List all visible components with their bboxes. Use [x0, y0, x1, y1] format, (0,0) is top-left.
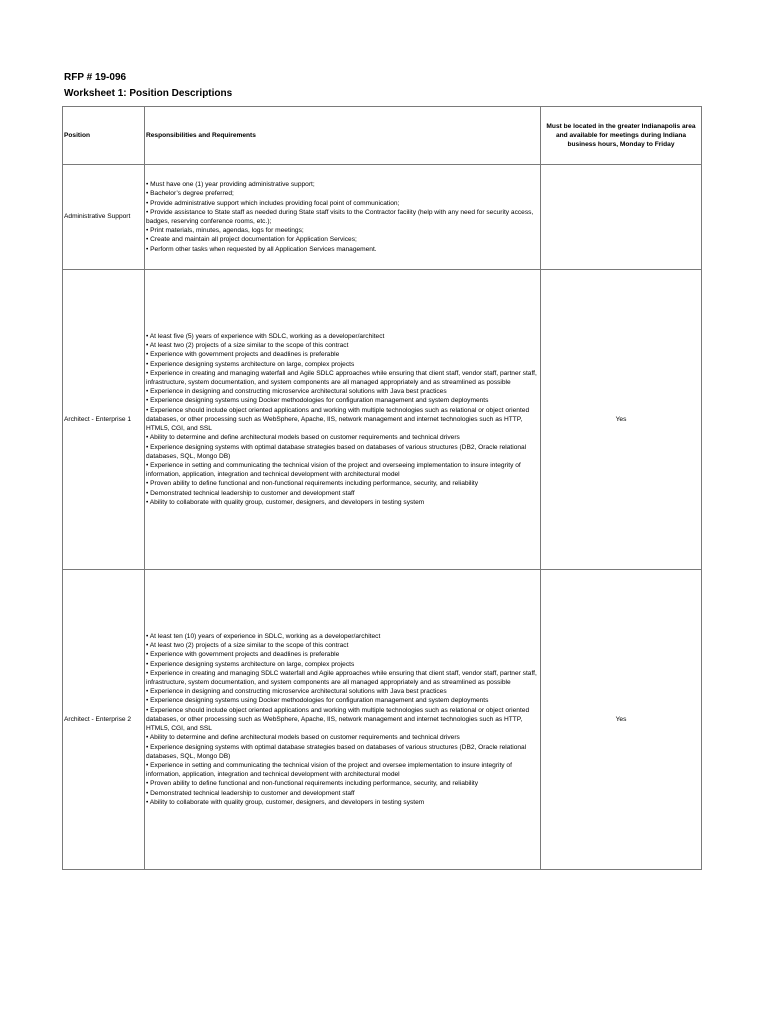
position-descriptions-table: [62, 106, 702, 870]
location-cell: Yes: [541, 570, 702, 870]
list-item: • Bachelor’s degree preferred;: [146, 190, 234, 198]
list-item: • Experience in creating and managing SDLC waterfall and Agile approaches while ensuring that client staff, vendor staff, partner staff, infrastructure, system documentation, and system components are all managed appropriately and as streamlined as possible: [146, 669, 537, 687]
list-item: • Experience in setting and communicating the technical vision of the project and oversee implementation to insure integrity of information, application, integration and technical development with architectural model: [146, 761, 512, 779]
list-item: • Ability to collaborate with quality group, customer, designers, and developers in testing system: [146, 498, 425, 506]
position-name: Architect - Enterprise 1: [63, 270, 145, 570]
list-item: • Provide assistance to State staff as needed during State staff visits to the Contractor facility (help with any need for security access, badges, reserving conference rooms, etc.);: [146, 208, 534, 225]
list-item: • Provide administrative support which includes providing focal point of communication;: [146, 199, 400, 207]
list-item: • Experience should include object oriented applications and working with multiple technologies such as relational or object oriented databases, or other processing such as WebSphere, Apache, IIS, network management and internet technologies such as HTTP, HTML5, CGI, and SSL: [146, 406, 530, 433]
responsibilities-list: [146, 180, 539, 254]
list-item: • At least ten (10) years of experience in SDLC, working as a developer/architect: [146, 633, 381, 641]
list-item: • Proven ability to define functional and non-functional requirements including performance, security, and reliability: [146, 480, 479, 488]
responsibilities-cell: [145, 270, 541, 570]
list-item: • Experience designing systems with optimal database strategies based on databases of various structures (DB2, Oracle relational databases, SQL, Mongo DB): [146, 743, 527, 760]
header-location-requirement: Must be located in the greater Indianapolis area and available for meetings during Indiana business hours, Monday to Friday: [541, 107, 702, 165]
responsibilities-list: [146, 632, 539, 807]
list-item: • Print materials, minutes, agendas, logs for meetings;: [146, 227, 304, 235]
list-item: • Demonstrated technical leadership to customer and development staff: [146, 489, 355, 497]
list-item: • Experience with government projects and deadlines is preferable: [146, 651, 340, 659]
list-item: • At least five (5) years of experience with SDLC, working as a developer/architect: [146, 333, 385, 341]
document-header: [64, 71, 232, 101]
list-item: • At least two (2) projects of a size similar to the scope of this contract: [146, 342, 349, 350]
document-subtitle: Worksheet 1: Position Descriptions: [64, 88, 233, 99]
responsibilities-list: [146, 332, 539, 507]
position-name: Architect - Enterprise 2: [63, 570, 145, 870]
table-row: [63, 165, 702, 270]
list-item: • Experience designing systems with optimal database strategies based on databases of various structures (DB2, Oracle relational databases, SQL, Mongo DB): [146, 443, 527, 460]
list-item: • Experience designing systems architecture on large, complex projects: [146, 360, 355, 368]
list-item: • Experience should include object oriented applications and working with multiple technologies such as relational or object oriented databases, or other processing such as WebSphere, Apache, IIS, network management and internet technologies such as HTTP, HTML5, CGI, and SSL: [146, 706, 530, 733]
table-header-row: [63, 107, 702, 165]
list-item: • Ability to collaborate with quality group, customer, designers, and developers in testing system: [146, 798, 425, 806]
list-item: • Experience in designing and constructing microservice architectural solutions with Java best practices: [146, 388, 447, 396]
table-row: [63, 270, 702, 570]
list-item: • Experience designing systems using Docker methodologies for configuration management and system deployments: [146, 397, 489, 405]
list-item: • Experience in setting and communicating the technical vision of the project and overseeing implementation to insure integrity of information, application, integration and technical development with architectural model: [146, 461, 521, 479]
list-item: • At least two (2) projects of a size similar to the scope of this contract: [146, 642, 349, 650]
header-position: Position: [63, 107, 145, 165]
list-item: • Ability to determine and define architectural models based on customer requirements and technical drivers: [146, 734, 460, 742]
header-responsibilities: Responsibilities and Requirements: [145, 107, 541, 165]
list-item: • Demonstrated technical leadership to customer and development staff: [146, 789, 355, 797]
document-title: RFP # 19-096: [64, 72, 127, 83]
list-item: • Must have one (1) year providing administrative support;: [146, 181, 315, 189]
position-name: Administrative Support: [63, 165, 145, 270]
list-item: • Perform other tasks when requested by all Application Services management.: [146, 245, 377, 253]
list-item: • Experience designing systems using Docker methodologies for configuration management and system deployments: [146, 697, 489, 705]
list-item: • Experience with government projects and deadlines is preferable: [146, 351, 340, 359]
list-item: • Experience designing systems architecture on large, complex projects: [146, 660, 355, 668]
table-row: [63, 570, 702, 870]
responsibilities-cell: [145, 570, 541, 870]
list-item: • Experience in designing and constructing microservice architectural solutions with Java best practices: [146, 688, 447, 696]
responsibilities-cell: [145, 165, 541, 270]
list-item: • Proven ability to define functional and non-functional requirements including performance, security, and reliability: [146, 780, 479, 788]
list-item: • Create and maintain all project documentation for Application Services;: [146, 236, 357, 244]
location-cell: Yes: [541, 270, 702, 570]
list-item: • Ability to determine and define architectural models based on customer requirements and technical drivers: [146, 434, 460, 442]
list-item: • Experience in creating and managing waterfall and Agile SDLC approaches while ensuring that client staff, vendor staff, partner staff, infrastructure, system documentation, and system components are all managed appropriately and as streamlined as possible: [146, 369, 537, 387]
location-cell: [541, 165, 702, 270]
